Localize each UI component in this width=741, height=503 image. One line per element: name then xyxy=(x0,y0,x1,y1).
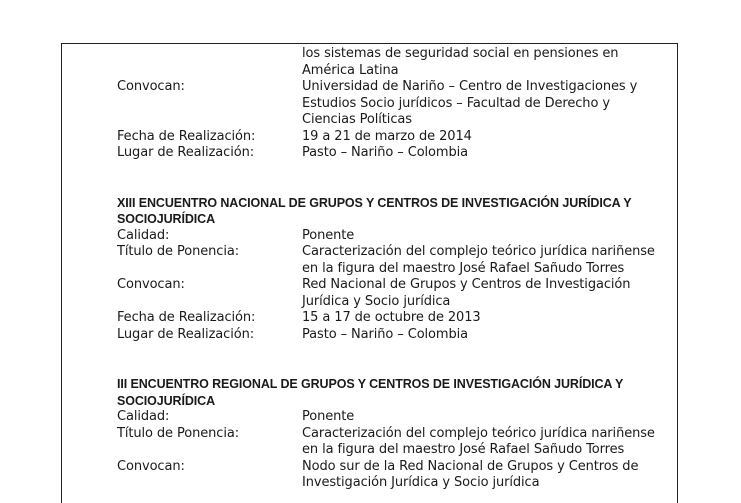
event-heading xyxy=(117,376,677,409)
convocan-value xyxy=(302,79,677,129)
lugar-label: Lugar de Realización: xyxy=(117,145,254,160)
convocan-label: Convocan: xyxy=(117,79,185,94)
heading-line: XIII ENCUENTRO NACIONAL DE GRUPOS Y CENTROS DE INVESTIGACIÓN JURÍDICA Y xyxy=(117,195,632,210)
text-line: Nodo sur de la Red Nacional de Grupos y Centros de xyxy=(302,458,639,474)
text-line: Ciencias Políticas xyxy=(302,112,412,127)
convocan-row xyxy=(117,79,677,129)
fecha-value: 15 a 17 de octubre de 2013 xyxy=(302,310,481,325)
event-title-continuation xyxy=(302,46,677,79)
convocan-label: Convocan: xyxy=(117,458,185,474)
calidad-row xyxy=(117,409,677,426)
calidad-value: Ponente xyxy=(302,409,355,424)
titulo-row xyxy=(117,244,677,277)
titulo-label: Título de Ponencia: xyxy=(117,425,239,441)
lugar-value: Pasto – Nariño – Colombia xyxy=(302,145,469,160)
text-line: Caracterización del complejo teórico jurídica nariñense xyxy=(302,244,655,259)
fecha-label: Fecha de Realización: xyxy=(117,128,256,144)
calidad-label: Calidad: xyxy=(117,409,170,424)
convocan-row xyxy=(117,277,677,310)
lugar-label: Lugar de Realización: xyxy=(117,326,254,342)
lugar-value: Pasto – Nariño – Colombia xyxy=(302,326,469,342)
text-line: Caracterización del complejo teórico jurídica nariñense xyxy=(302,425,655,441)
titulo-value xyxy=(302,244,677,277)
convocan-value xyxy=(302,277,677,310)
text-line: en la figura del maestro José Rafael Sañudo Torres xyxy=(302,442,625,457)
lugar-row xyxy=(117,145,677,162)
heading-line: III ENCUENTRO REGIONAL DE GRUPOS Y CENTROS DE INVESTIGACIÓN JURÍDICA Y xyxy=(117,377,624,391)
fecha-row xyxy=(117,310,677,327)
event-heading xyxy=(117,195,677,228)
convocan-label: Convocan: xyxy=(117,277,185,292)
text-line: Jurídica y Socio jurídica xyxy=(302,293,451,309)
titulo-value xyxy=(302,426,677,459)
text-line: Investigación Jurídica y Socio jurídica xyxy=(302,475,540,490)
fecha-value: 19 a 21 de marzo de 2014 xyxy=(302,128,472,144)
heading-line: SOCIOJURÍDICA xyxy=(117,393,216,408)
document-content xyxy=(117,46,677,492)
titulo-row xyxy=(117,426,677,459)
text-line: América Latina xyxy=(302,62,399,78)
text-line: Estudios Socio jurídicos – Facultad de Derecho y xyxy=(302,95,610,111)
fecha-row xyxy=(117,129,677,146)
calidad-label: Calidad: xyxy=(117,227,170,243)
text-line: Universidad de Nariño – Centro de Investigaciones y xyxy=(302,79,638,94)
text-line: los sistemas de seguridad social en pensiones en xyxy=(302,46,619,61)
fecha-label: Fecha de Realización: xyxy=(117,310,256,325)
calidad-row xyxy=(117,228,677,245)
convocan-value xyxy=(302,459,677,492)
titulo-label: Título de Ponencia: xyxy=(117,244,239,259)
text-line: Red Nacional de Grupos y Centros de Investigación xyxy=(302,277,631,292)
text-line: en la figura del maestro José Rafael Sañudo Torres xyxy=(302,260,625,276)
lugar-row xyxy=(117,327,677,344)
calidad-value: Ponente xyxy=(302,227,355,243)
heading-line: SOCIOJURÍDICA xyxy=(117,212,216,226)
convocan-row xyxy=(117,459,677,492)
